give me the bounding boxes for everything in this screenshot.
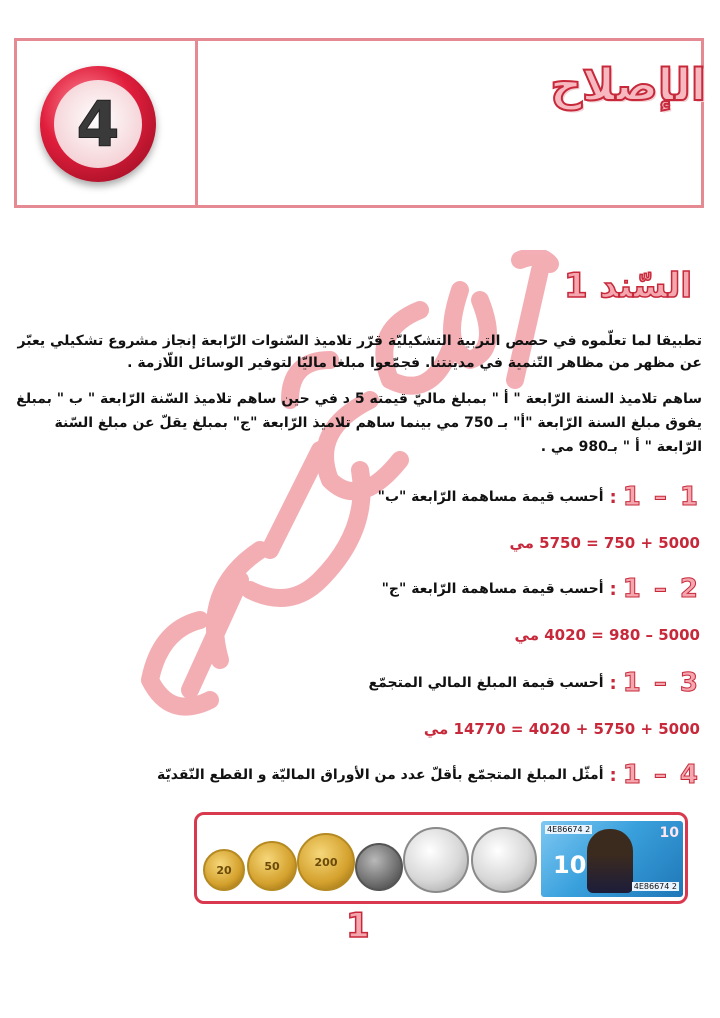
banknote-10-dinar	[541, 821, 683, 897]
question-text: أحسب قيمة مساهمة الرّابعة "ب"	[377, 489, 604, 505]
question-2	[382, 574, 700, 604]
page-number: 1	[346, 906, 370, 946]
banknote-value-corner: 10	[659, 825, 679, 841]
coin-dinar-icon	[355, 843, 403, 891]
coin-5-dinar-icon	[403, 827, 469, 893]
page-title: الإصلاح	[550, 60, 706, 111]
paragraph-line: الرّابعة " أ " بـ980 مي .	[540, 439, 702, 455]
question-3	[369, 668, 700, 698]
question-text: أحسب قيمة مساهمة الرّابعة "ج"	[381, 581, 604, 597]
answer-2: 5000 – 980 = 4020 مي	[514, 626, 700, 644]
coin-200-icon: 200	[297, 833, 355, 891]
header-divider	[195, 41, 198, 205]
answer-1: 5000 + 750 = 5750 مي	[509, 534, 700, 552]
question-text: أمثّل المبلغ المتجمّع بأقلّ عدد من الأوراق الماليّة و القطع النّقديّة	[156, 767, 604, 783]
coin-50-icon: 50	[247, 841, 297, 891]
question-number: 4 – 1	[622, 760, 700, 790]
banknote-serial: 4E86674 2	[633, 882, 677, 891]
paragraph-line: يفوق مبلغ السنة الرّابعة "أ" بـ 750 مي بينما ساهم تلاميذ الرّابعة "ج" بمبلغ يقلّ عن مبلغ السّنة	[54, 415, 702, 431]
question-colon: :	[609, 764, 617, 786]
banknote-value: 10	[553, 851, 587, 879]
question-colon: :	[609, 486, 617, 508]
question-colon: :	[609, 672, 617, 694]
badge-number: 4	[54, 80, 142, 168]
question-number: 1 – 1	[622, 482, 700, 512]
exercise-number-badge	[40, 66, 156, 182]
coin-5-dinar-icon	[471, 827, 537, 893]
coin-20-icon: 20	[203, 849, 245, 891]
question-number: 2 – 1	[622, 574, 700, 604]
money-frame	[194, 812, 688, 904]
question-number: 3 – 1	[622, 668, 700, 698]
question-colon: :	[609, 578, 617, 600]
paragraph-line: تطبيقا لما تعلّموه في حصص التربية التشكيليّة قرّر تلاميذ السّنوات الرّابعة إنجاز مشروع تشكيلي يعبّر	[17, 333, 702, 349]
question-text: أحسب قيمة المبلغ المالي المتجمّع	[368, 675, 604, 691]
paragraph-line: عن مظهر من مظاهر التّنمية في مدينتنا. فجمّعوا مبلغا ماليّا لتوفير الوسائل اللّازمة .	[127, 355, 702, 371]
question-1	[378, 482, 700, 512]
answer-3: 5000 + 5750 + 4020 = 14770 مي	[423, 720, 700, 738]
question-4	[157, 760, 700, 790]
banknote-portrait-icon	[587, 829, 633, 893]
paragraph-line: ساهم تلاميذ السنة الرّابعة " أ " بمبلغ ماليّ قيمته 5 د في حين ساهم تلاميذ السّنة الرّابعة " ب " بمبلغ	[16, 391, 702, 407]
banknote-serial: 4E86674 2	[547, 825, 591, 834]
section-title: السّند 1	[563, 266, 692, 306]
